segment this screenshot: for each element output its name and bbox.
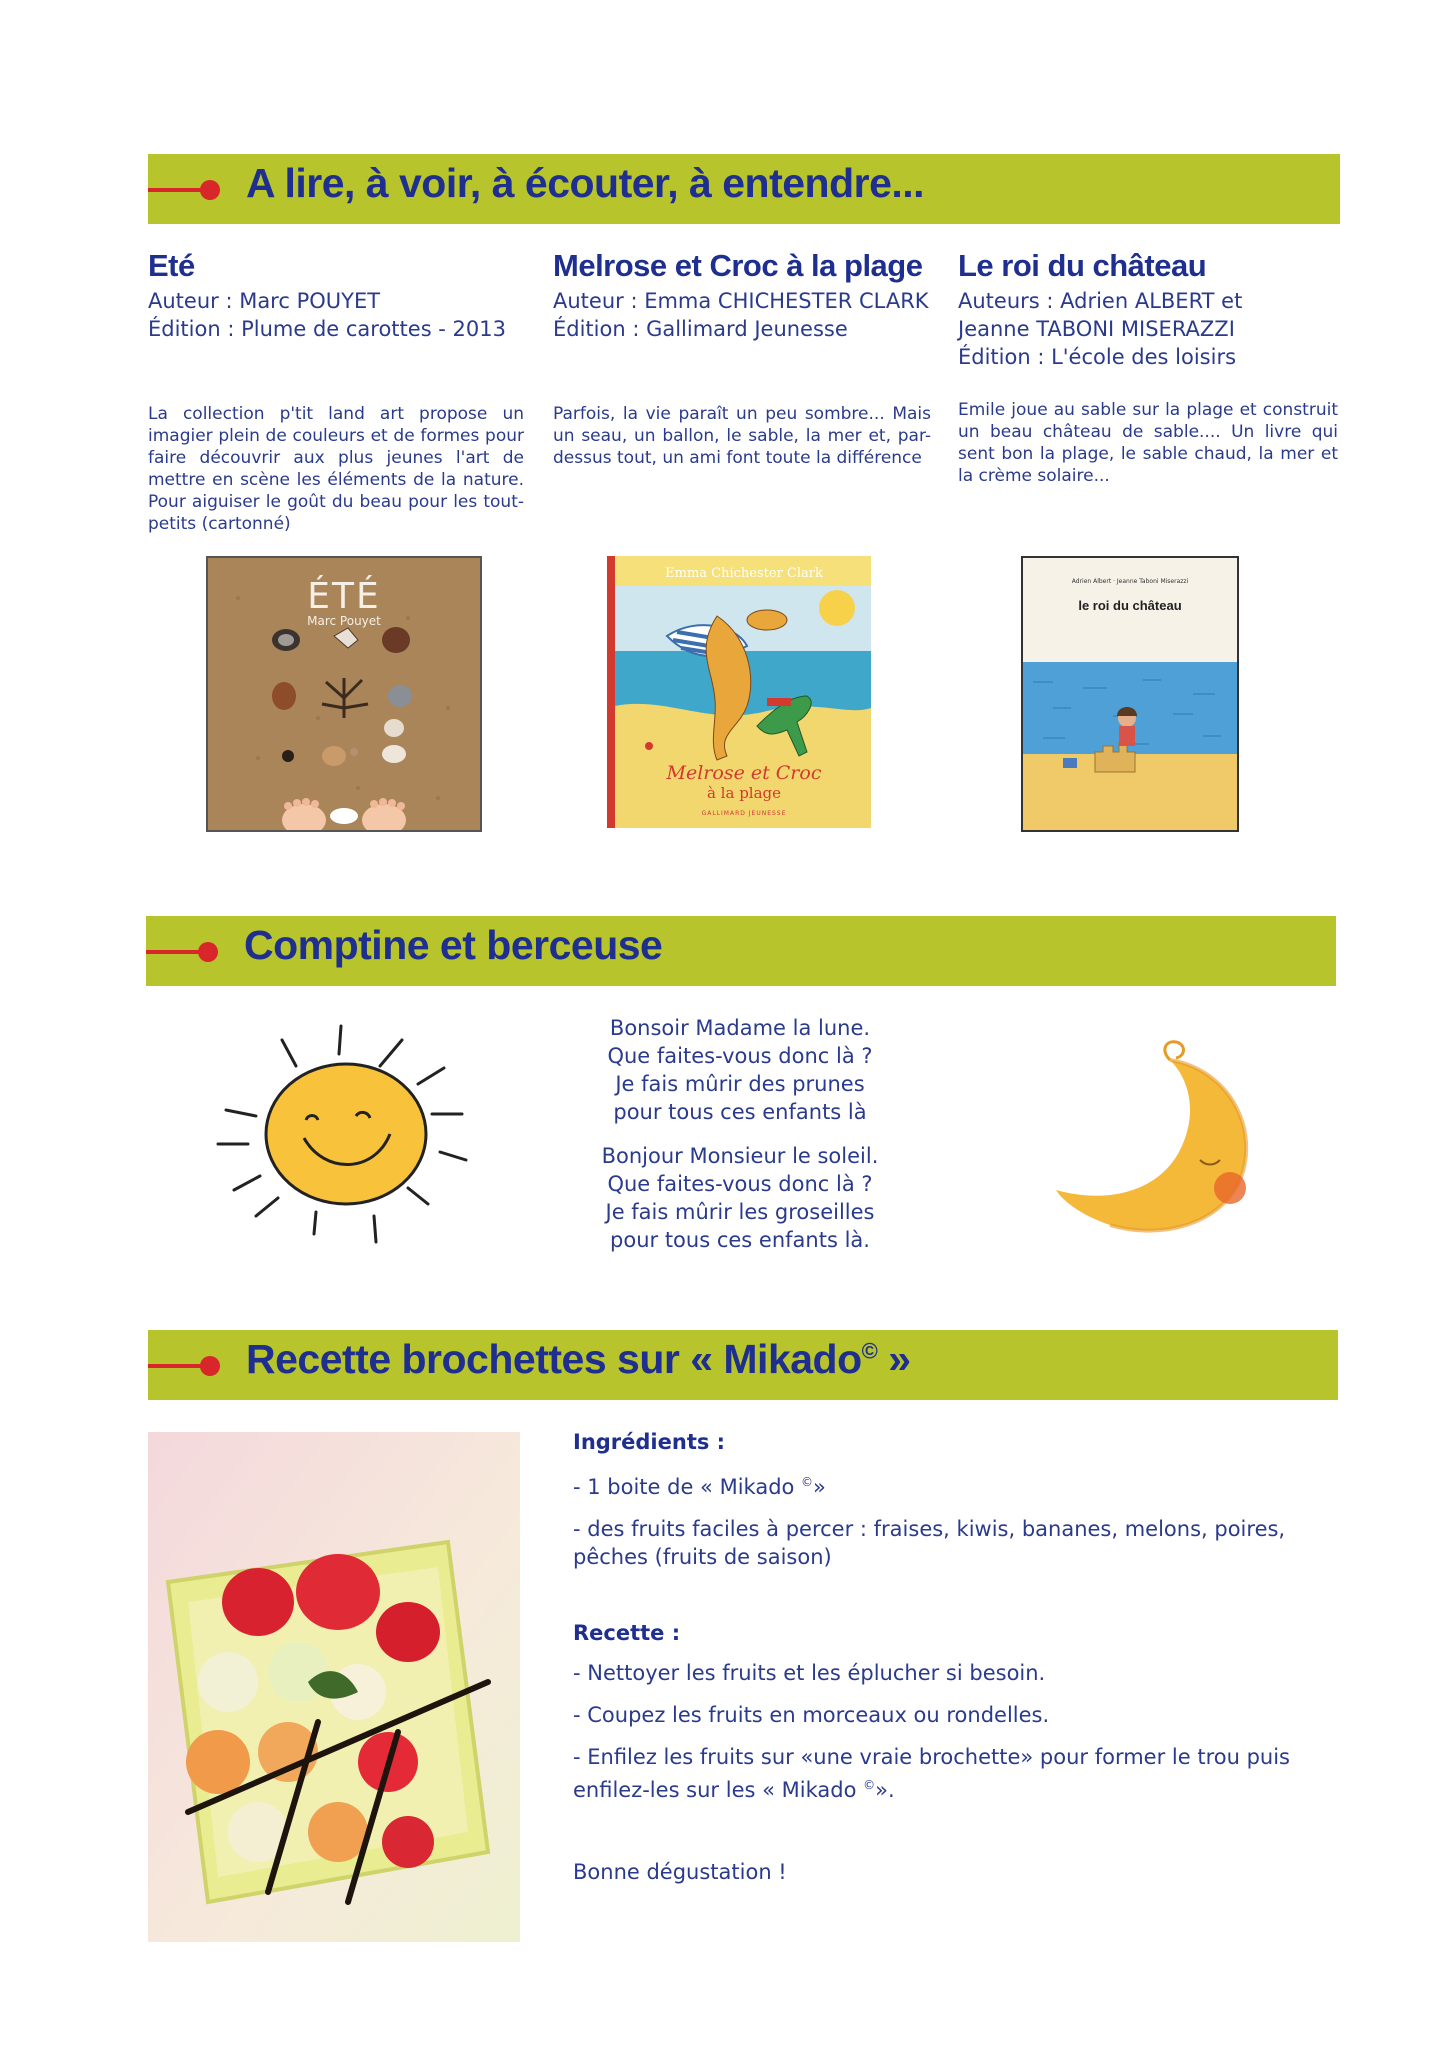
book-cover-ete <box>206 556 482 832</box>
cover-subtitle: à la plage <box>706 784 782 802</box>
banner-bullet-icon <box>198 942 218 962</box>
section-title: Recette brochettes sur « Mikado© » <box>246 1336 911 1382</box>
book-meta: Auteur : Marc POUYET Édition : Plume de carottes - 2013 <box>148 289 507 341</box>
ingredients-heading: Ingrédients : <box>573 1430 726 1454</box>
section-banner-recipe <box>148 1330 1338 1400</box>
book-title: Eté <box>148 248 195 283</box>
book-title: Melrose et Croc à la plage <box>553 248 923 283</box>
banner-bullet-icon <box>200 180 220 200</box>
book-meta: Auteurs : Adrien ALBERT et Jeanne TABONI MISERAZZI Édition : L'école des loisirs <box>958 289 1243 369</box>
section-banner-rhyme <box>146 916 1336 986</box>
sun-icon <box>206 1020 476 1250</box>
banner-line <box>146 950 206 954</box>
banner-bullet-icon <box>200 1356 220 1376</box>
section-title: A lire, à voir, à écouter, à entendre... <box>246 160 925 206</box>
cover-title: ÉTÉ <box>307 576 381 617</box>
recipe-block <box>573 1428 1313 1886</box>
book-description: La collection p'tit land art propose un imagier plein de couleurs et de formes pour faire découvrir aux plus jeunes l'art de mettre en scène les éléments de la nature. Pour aiguiser le goût du beau pour les tout-petits (cartonné) <box>148 404 524 534</box>
book-meta: Auteur : Emma CHICHESTER CLARK Édition : Gallimard Jeunesse <box>553 289 929 341</box>
banner-line <box>148 188 208 192</box>
moon-icon <box>1050 1040 1270 1240</box>
section-banner-books <box>148 154 1340 224</box>
recipe-heading: Recette : <box>573 1621 681 1645</box>
book-description: Parfois, la vie paraît un peu sombre... Mais un seau, un ballon, le sable, la mer et, par-dessus tout, un ami font toute la différence <box>553 404 931 468</box>
poem-stanza: Bonjour Monsieur le soleil. Que faites-vous donc là ? Je fais mûrir les groseilles pour tous ces enfants là. <box>601 1144 879 1252</box>
cover-authors: Adrien Albert · Jeanne Taboni Miserazzi <box>1071 578 1189 585</box>
cover-author: Marc Pouyet <box>307 614 381 628</box>
recipe-step: - Coupez les fruits en morceaux ou rondelles. <box>573 1703 1050 1727</box>
recipe-step: - Enfilez les fruits sur «une vraie brochette» pour former le trou puis enfilez-les sur les « Mikado ©». <box>573 1745 1290 1802</box>
book-title: Le roi du château <box>958 248 1207 283</box>
book-cover-melrose <box>607 556 871 828</box>
cover-title: Melrose et Croc <box>666 762 822 784</box>
recipe-step: - Nettoyer les fruits et les éplucher si besoin. <box>573 1661 1046 1685</box>
book-cover-roi-chateau <box>1021 556 1239 832</box>
cover-publisher: GALLIMARD JEUNESSE <box>701 810 787 817</box>
closing-text: Bonne dégustation ! <box>573 1860 787 1884</box>
section-title: Comptine et berceuse <box>244 922 663 968</box>
cover-author: Emma Chichester Clark <box>665 566 823 581</box>
fruit-skewers-photo <box>148 1432 520 1942</box>
banner-line <box>148 1364 208 1368</box>
poem-stanza: Bonsoir Madame la lune. Que faites-vous donc là ? Je fais mûrir des prunes pour tous ces enfants là <box>607 1016 873 1124</box>
cover-title: le roi du château <box>1078 598 1182 613</box>
book-description: Emile joue au sable sur la plage et construit un beau château de sable.... Un livre qui sent bon la plage, le sable chaud, la mer et la crème solaire... <box>958 400 1338 486</box>
ingredient-item: - 1 boite de « Mikado ©» <box>573 1475 826 1499</box>
ingredient-item: - des fruits faciles à percer : fraises, kiwis, bananes, melons, poires, pêches (fruits de saison) <box>573 1517 1286 1569</box>
